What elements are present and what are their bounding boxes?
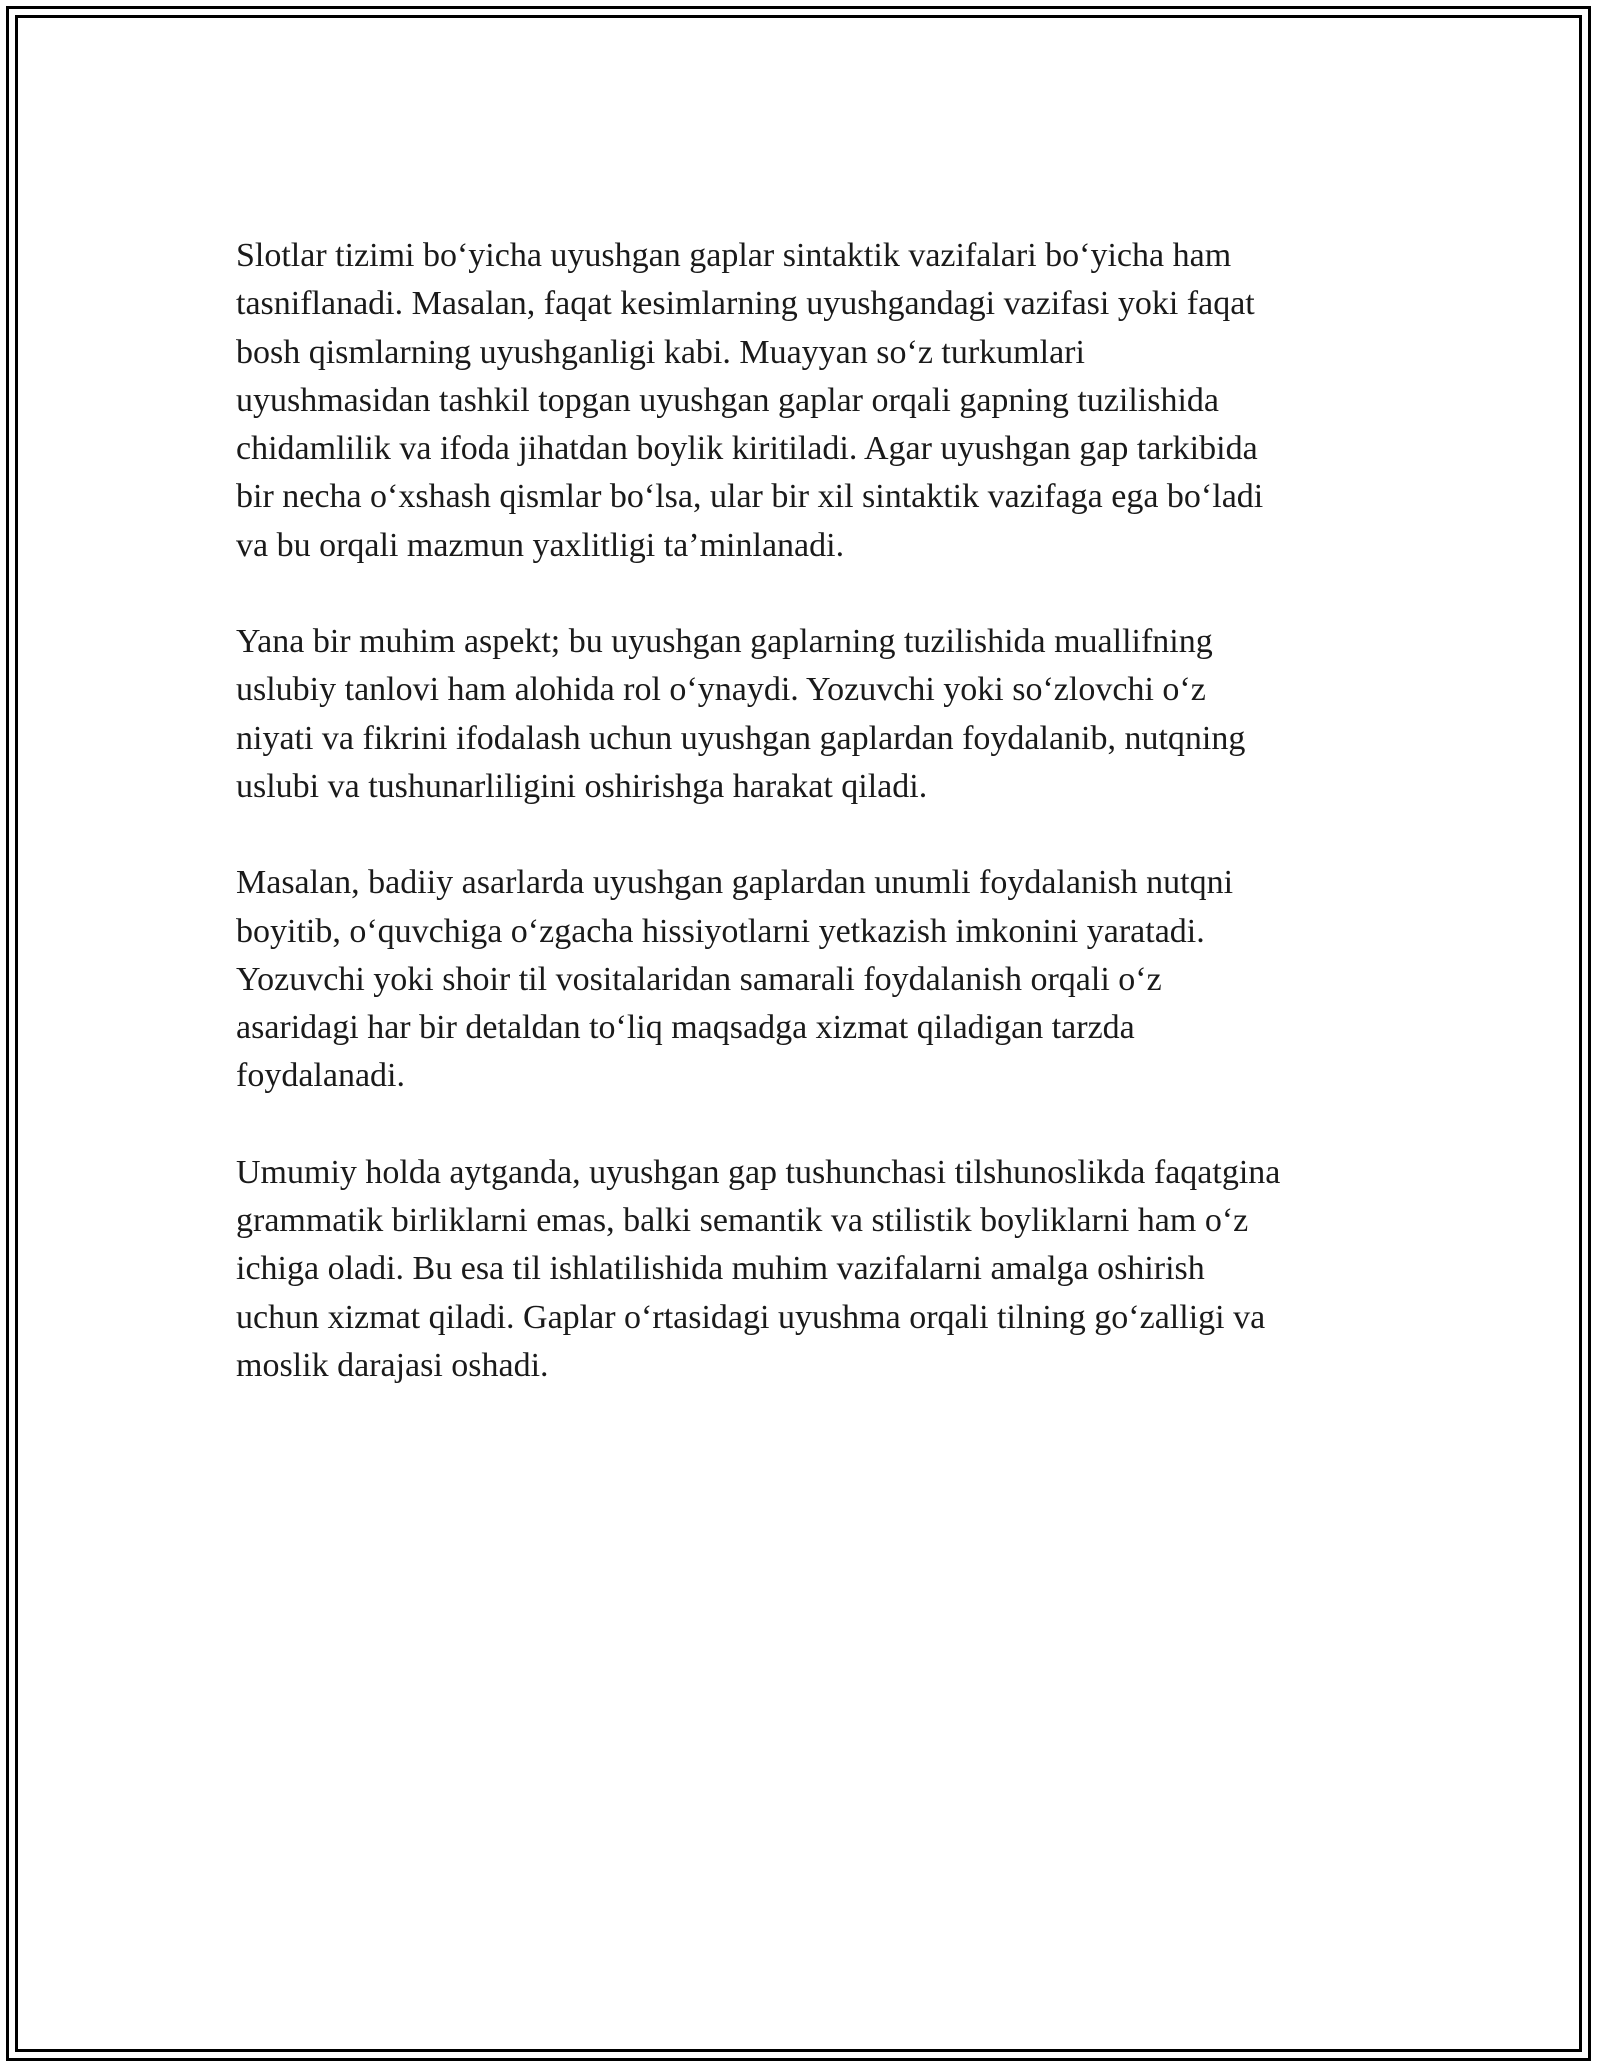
text-line: Masalan, badiiy asarlarda uyushgan gaplardan unumli foydalanish nutqni [236, 864, 1234, 902]
text-line: foydalanadi. [236, 1057, 405, 1095]
text-line: va bu orqali mazmun yaxlitligi ta’minlanadi. [236, 526, 845, 564]
text-line: grammatik birliklarni emas, balki semantik va stilistik boyliklarni ham o‘z [236, 1202, 1249, 1240]
paragraph-3 [236, 859, 1376, 1100]
text-line: asaridagi har bir detaldan to‘liq maqsadga xizmat qiladigan tarzda [236, 1009, 1135, 1047]
text-line: bosh qismlarning uyushganligi kabi. Muayyan so‘z turkumlari [236, 333, 1085, 371]
paragraph-1 [236, 232, 1376, 570]
text-line: uslubiy tanlovi ham alohida rol o‘ynaydi. Yozuvchi yoki so‘zlovchi o‘z [236, 671, 1206, 709]
text-line: bir necha o‘xshash qismlar bo‘lsa, ular bir xil sintaktik vazifaga ega bo‘ladi [236, 478, 1264, 516]
paragraph-2 [236, 618, 1376, 811]
text-line: uslubi va tushunarliligini oshirishga harakat qiladi. [236, 767, 928, 805]
text-line: Slotlar tizimi bo‘yicha uyushgan gaplar sintaktik vazifalari bo‘yicha ham [236, 237, 1232, 274]
text-line: uchun xizmat qiladi. Gaplar o‘rtasidagi uyushma orqali tilning go‘zalligi va [236, 1298, 1266, 1336]
paragraph-4 [236, 1149, 1376, 1390]
text-line: Yana bir muhim aspekt; bu uyushgan gaplarning tuzilishida muallifning [236, 623, 1213, 661]
text-line: boyitib, o‘quvchiga o‘zgacha hissiyotlarni yetkazish imkonini yaratadi. [236, 912, 1205, 950]
document-body [236, 232, 1376, 1438]
text-line: moslik darajasi oshadi. [236, 1346, 549, 1384]
text-line: uyushmasidan tashkil topgan uyushgan gaplar orqali gapning tuzilishida [236, 381, 1219, 419]
text-line: ichiga oladi. Bu esa til ishlatilishida muhim vazifalarni amalga oshirish [236, 1250, 1205, 1288]
text-line: Yozuvchi yoki shoir til vositalaridan samarali foydalanish orqali o‘z [236, 960, 1162, 998]
text-line: Umumiy holda aytganda, uyushgan gap tushunchasi tilshunoslikda faqatgina [236, 1153, 1281, 1191]
text-line: niyati va fikrini ifodalash uchun uyushgan gaplardan foydalanib, nutqning [236, 719, 1246, 757]
text-line: chidamlilik va ifoda jihatdan boylik kiritiladi. Agar uyushgan gap tarkibida [236, 430, 1258, 468]
text-line: tasniflanadi. Masalan, faqat kesimlarning uyushgandagi vazifasi yoki faqat [236, 285, 1255, 323]
